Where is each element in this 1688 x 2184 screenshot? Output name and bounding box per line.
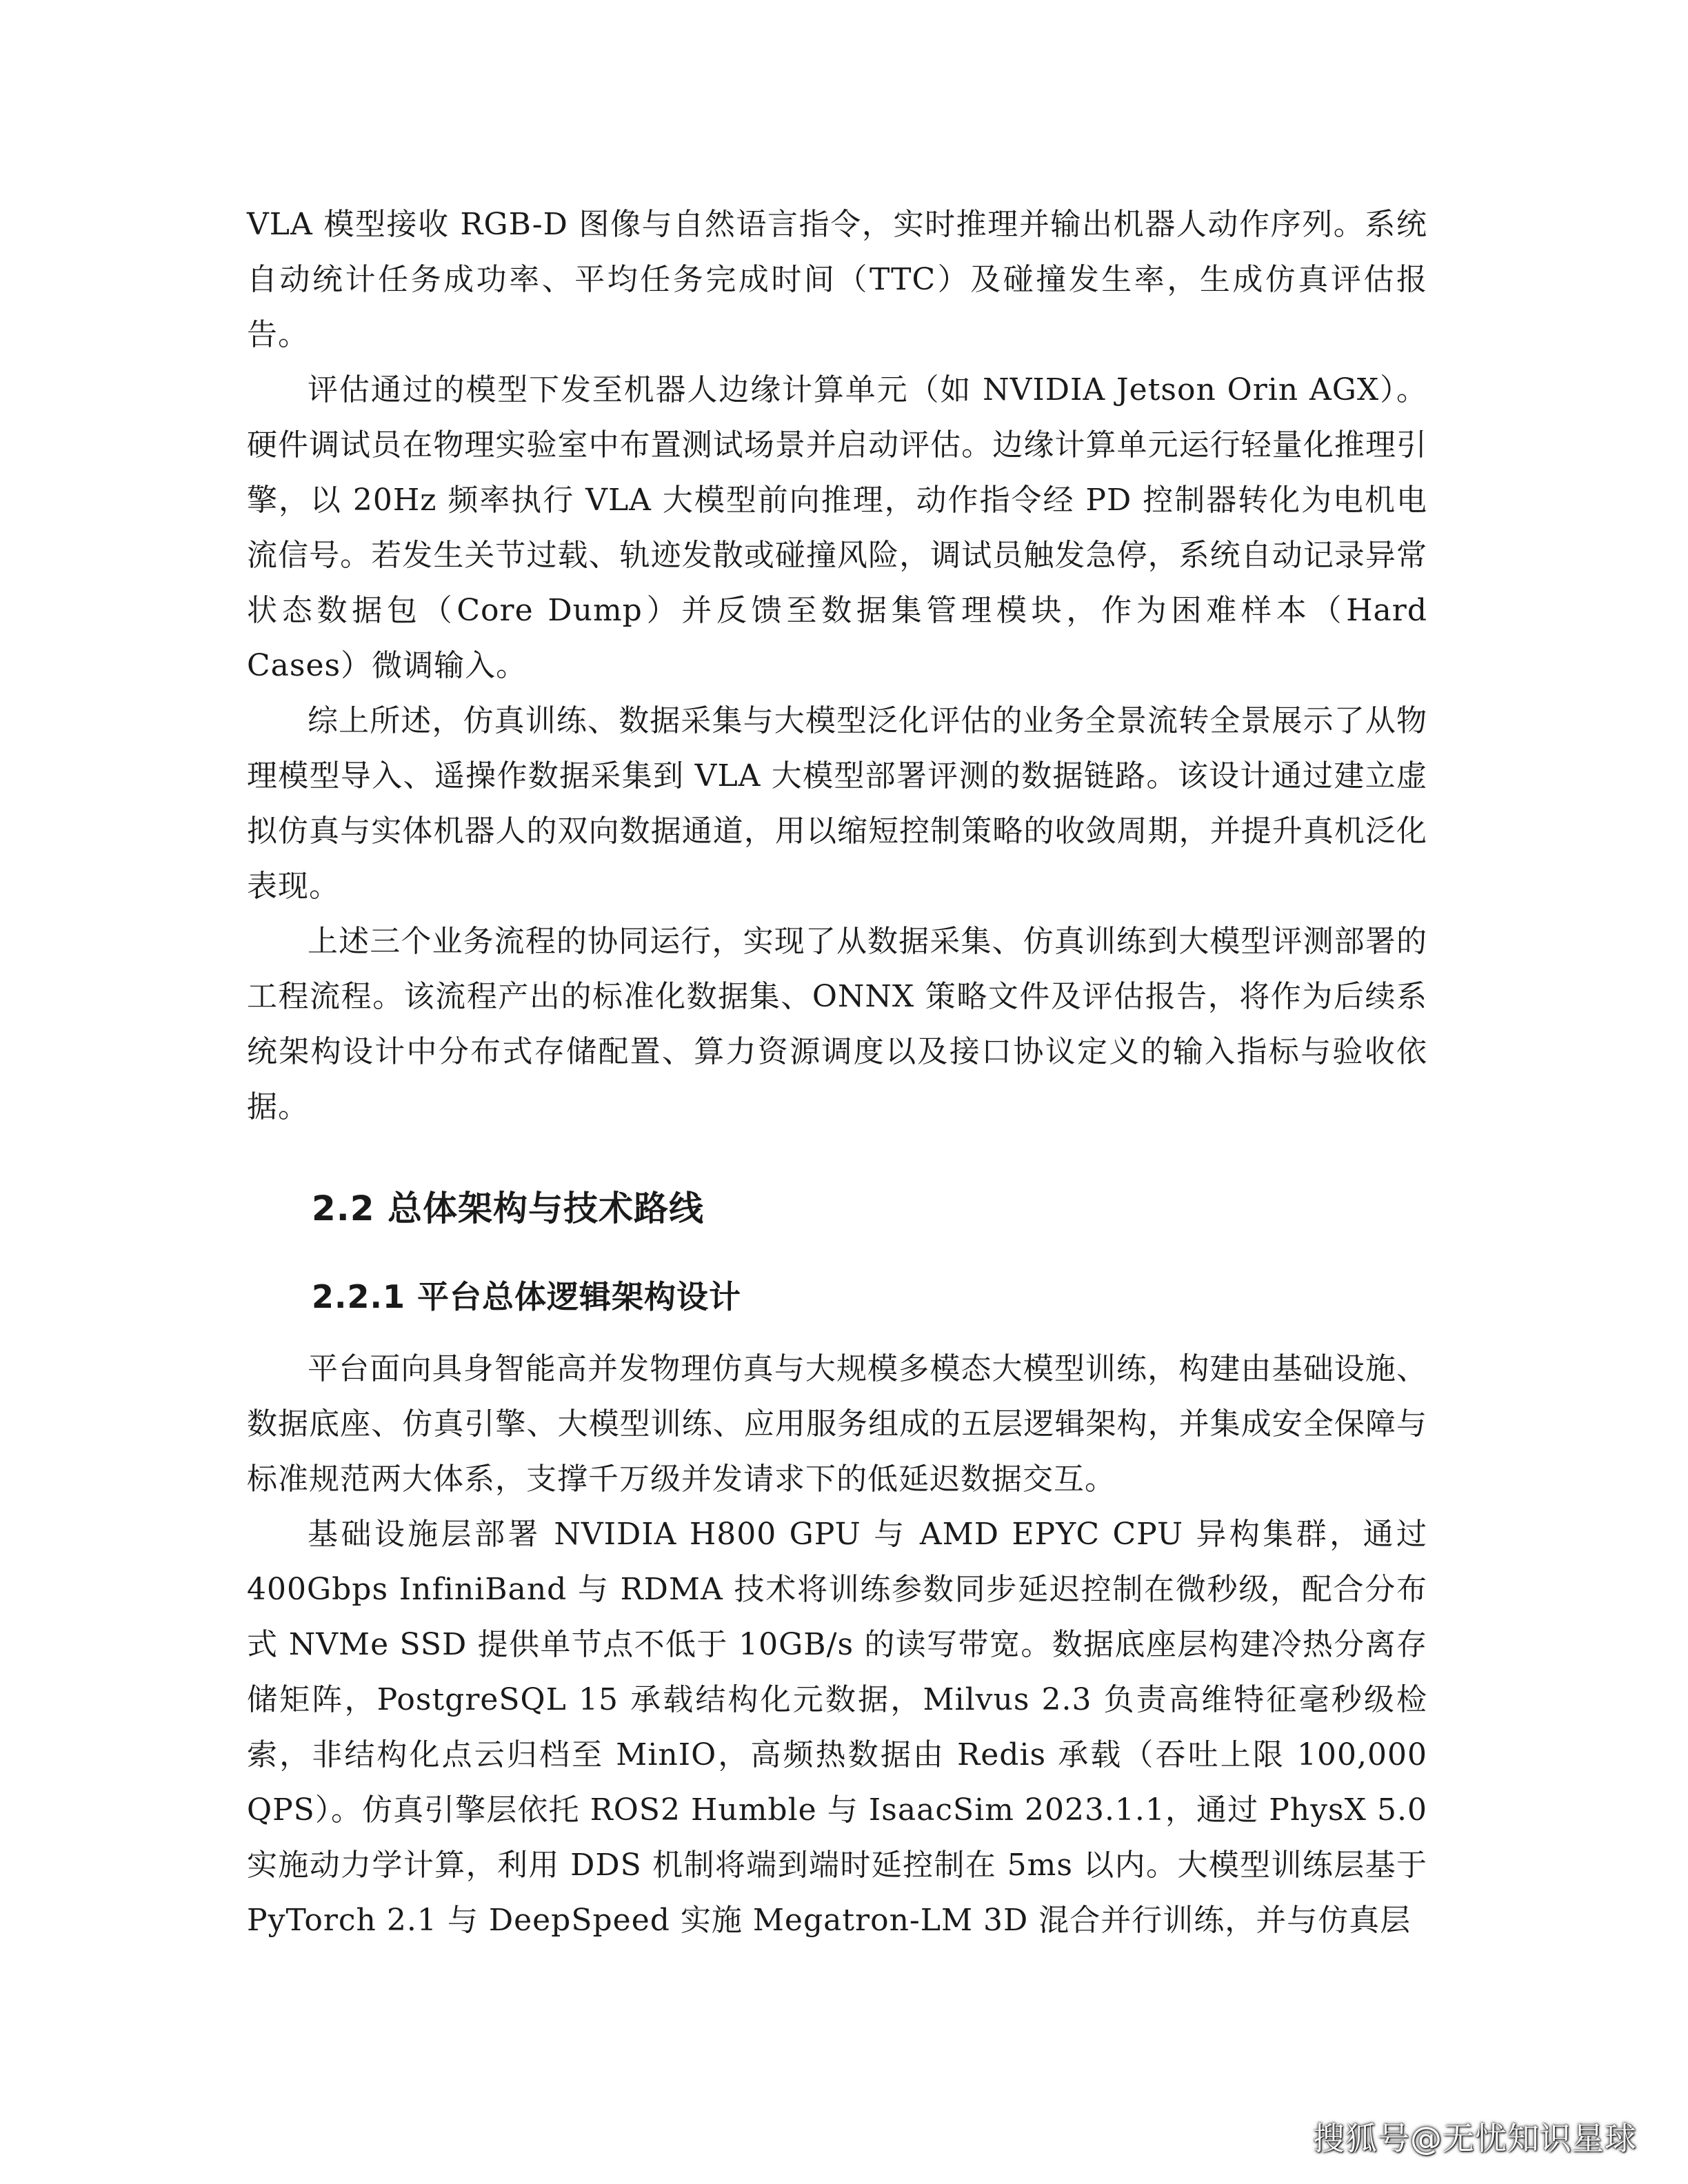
paragraph-6: 基础设施层部署 NVIDIA H800 GPU 与 AMD EPYC CPU 异构集群，通过 400Gbps InfiniBand 与 RDMA 技术将训练参数同步延迟控制在微秒级，配合分布式 NVMe SSD 提供单节点不低于 10GB/s 的读写带宽。数据底座层构建冷热分离存储矩阵，PostgreSQL 15 承载结构化元数据，Milvus 2.3 负责高维特征毫秒级检索，非结构化点云归档至 MinIO，高频热数据由 Redis 承载（吞吐上限 100,000 QPS）。仿真引擎层依托 ROS2 Humble 与 IsaacSim 2023.1.1，通过 PhysX 5.0 实施动力学计算，利用 DDS 机制将端到端时延控制在 5ms 以内。大模型训练层基于 PyTorch 2.1 与 DeepSpeed 实施 Megatron-LM 3D 混合并行训练，并与仿真层 — [247, 1517, 1427, 1938]
paragraph-4: 上述三个业务流程的协同运行，实现了从数据采集、仿真训练到大模型评测部署的工程流程。该流程产出的标准化数据集、ONNX 策略文件及评估报告，将作为后续系统架构设计中分布式存储配置、算力资源调度以及接口协议定义的输入指标与验收依据。 — [247, 924, 1427, 1124]
paragraph-1: VLA 模型接收 RGB-D 图像与自然语言指令，实时推理并输出机器人动作序列。系统自动统计任务成功率、平均任务完成时间（TTC）及碰撞发生率，生成仿真评估报告。 — [247, 207, 1427, 352]
paragraph-3: 综上所述，仿真训练、数据采集与大模型泛化评估的业务全景流转全景展示了从物理模型导入、遥操作数据采集到 VLA 大模型部署评测的数据链路。该设计通过建立虚拟仿真与实体机器人的双向数据通道，用以缩短控制策略的收敛周期，并提升真机泛化表现。 — [247, 703, 1427, 904]
section-heading-2-2: 2.2 总体架构与技术路线 — [312, 1189, 704, 1228]
watermark-text: 搜狐号@无忧知识星球 — [1313, 2120, 1637, 2157]
bottom-text-block — [247, 1342, 1427, 1948]
paragraph-2: 评估通过的模型下发至机器人边缘计算单元（如 NVIDIA Jetson Orin AGX）。硬件调试员在物理实验室中布置测试场景并启动评估。边缘计算单元运行轻量化推理引擎，以 20Hz 频率执行 VLA 大模型前向推理，动作指令经 PD 控制器转化为电机电流信号。若发生关节过载、轨迹发散或碰撞风险，调试员触发急停，系统自动记录异常状态数据包（Core Dump）并反馈至数据集管理模块，作为困难样本（Hard Cases）微调输入。 — [247, 372, 1427, 683]
section-heading-2-2-1: 2.2.1 平台总体逻辑架构设计 — [312, 1278, 741, 1315]
top-text-block — [247, 197, 1427, 1135]
paragraph-5: 平台面向具身智能高并发物理仿真与大规模多模态大模型训练，构建由基础设施、数据底座、仿真引擎、大模型训练、应用服务组成的五层逻辑架构，并集成安全保障与标准规范两大体系，支撑千万级并发请求下的低延迟数据交互。 — [247, 1351, 1427, 1497]
